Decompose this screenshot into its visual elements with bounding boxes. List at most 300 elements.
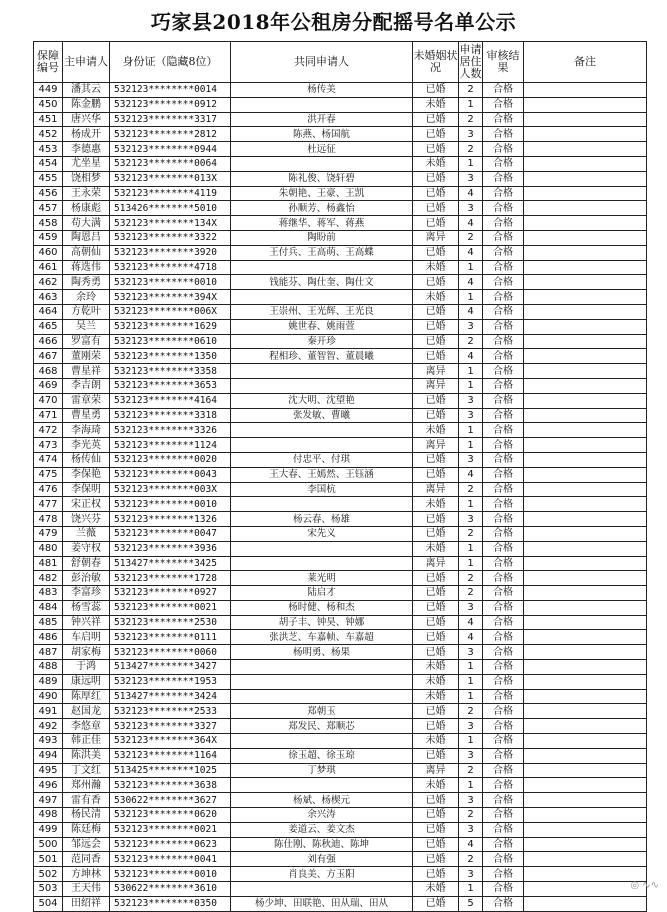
cell-co-applicants — [231, 290, 413, 305]
cell-applicant: 余玲 — [63, 290, 110, 305]
cell-review: 合格 — [483, 97, 524, 112]
cell-co-applicants: 莱光明 — [231, 571, 413, 586]
cell-id-card: 532123********3327 — [110, 719, 231, 734]
cell-id: 504 — [34, 896, 63, 911]
cell-remarks — [524, 896, 647, 911]
cell-residents: 3 — [459, 452, 483, 467]
cell-id-card: 532123********2530 — [110, 615, 231, 630]
cell-applicant: 杨雪蕊 — [63, 600, 110, 615]
cell-residents: 1 — [459, 882, 483, 897]
cell-id: 460 — [34, 245, 63, 260]
cell-applicant: 陈厚红 — [63, 689, 110, 704]
cell-marital: 离异 — [413, 438, 459, 453]
cell-id: 465 — [34, 319, 63, 334]
cell-review: 合格 — [483, 763, 524, 778]
cell-remarks — [524, 763, 647, 778]
cell-residents: 2 — [459, 808, 483, 823]
table-row — [34, 364, 647, 379]
cell-remarks — [524, 408, 647, 423]
cell-remarks — [524, 364, 647, 379]
cell-marital: 已婚 — [413, 452, 459, 467]
table-row — [34, 438, 647, 453]
cell-marital: 未婚 — [413, 290, 459, 305]
cell-id: 492 — [34, 719, 63, 734]
cell-remarks — [524, 674, 647, 689]
cell-marital: 已婚 — [413, 571, 459, 586]
col-header-co-applicants: 共同申请人 — [231, 42, 413, 83]
cell-residents: 2 — [459, 83, 483, 98]
cell-applicant: 李吉朗 — [63, 378, 110, 393]
cell-id-card: 532123********006X — [110, 304, 231, 319]
cell-applicant: 潘其云 — [63, 83, 110, 98]
cell-review: 合格 — [483, 230, 524, 245]
cell-remarks — [524, 630, 647, 645]
table-row — [34, 112, 647, 127]
cell-review: 合格 — [483, 423, 524, 438]
col-header-applicant: 主申请人 — [63, 42, 110, 83]
cell-co-applicants: 王大春、王嫣然、王钰涵 — [231, 467, 413, 482]
table-row — [34, 600, 647, 615]
cell-applicant: 高朝仙 — [63, 245, 110, 260]
cell-id: 469 — [34, 378, 63, 393]
cell-id: 496 — [34, 778, 63, 793]
cell-id: 458 — [34, 216, 63, 231]
cell-id: 476 — [34, 482, 63, 497]
cell-remarks — [524, 334, 647, 349]
cell-remarks — [524, 467, 647, 482]
cell-residents: 1 — [459, 556, 483, 571]
cell-review: 合格 — [483, 526, 524, 541]
cell-marital: 未婚 — [413, 660, 459, 675]
cell-applicant: 苟大满 — [63, 216, 110, 231]
cell-co-applicants — [231, 438, 413, 453]
cell-applicant: 蒋选伟 — [63, 260, 110, 275]
cell-remarks — [524, 319, 647, 334]
cell-review: 合格 — [483, 719, 524, 734]
cell-id: 501 — [34, 852, 63, 867]
cell-id-card: 532123********0021 — [110, 600, 231, 615]
cell-marital: 已婚 — [413, 142, 459, 157]
cell-residents: 1 — [459, 674, 483, 689]
cell-applicant: 陶秀勇 — [63, 275, 110, 290]
cell-residents: 1 — [459, 290, 483, 305]
cell-id: 474 — [34, 452, 63, 467]
cell-review: 合格 — [483, 837, 524, 852]
cell-id-card: 532123********3326 — [110, 423, 231, 438]
cell-residents: 3 — [459, 645, 483, 660]
cell-remarks — [524, 600, 647, 615]
cell-remarks — [524, 186, 647, 201]
cell-co-applicants: 张发敏、曹曦 — [231, 408, 413, 423]
cell-id: 455 — [34, 171, 63, 186]
cell-review: 合格 — [483, 497, 524, 512]
cell-id: 471 — [34, 408, 63, 423]
cell-applicant: 方坤林 — [63, 867, 110, 882]
cell-id: 499 — [34, 822, 63, 837]
cell-review: 合格 — [483, 615, 524, 630]
cell-id: 481 — [34, 556, 63, 571]
cell-marital: 未婚 — [413, 423, 459, 438]
cell-marital: 未婚 — [413, 689, 459, 704]
cell-applicant: 李光英 — [63, 438, 110, 453]
table-row — [34, 852, 647, 867]
col-header-marital: 未婚姻状况 — [413, 42, 459, 83]
cell-marital: 已婚 — [413, 748, 459, 763]
table-row — [34, 704, 647, 719]
table-row — [34, 837, 647, 852]
cell-applicant: 李保明 — [63, 482, 110, 497]
cell-remarks — [524, 127, 647, 142]
cell-residents: 2 — [459, 852, 483, 867]
table-row — [34, 719, 647, 734]
cell-co-applicants: 蒋继华、蒋军、蒋燕 — [231, 216, 413, 231]
table-row — [34, 763, 647, 778]
table-row — [34, 645, 647, 660]
cell-review: 合格 — [483, 334, 524, 349]
cell-co-applicants: 余兴涛 — [231, 808, 413, 823]
cell-id: 493 — [34, 734, 63, 749]
cell-remarks — [524, 689, 647, 704]
cell-review: 合格 — [483, 778, 524, 793]
table-row — [34, 186, 647, 201]
cell-id: 462 — [34, 275, 63, 290]
cell-id-card: 532123********3653 — [110, 378, 231, 393]
cell-id-card: 532123********0020 — [110, 452, 231, 467]
cell-id: 485 — [34, 615, 63, 630]
cell-co-applicants: 朱朝艳、王豪、王凯 — [231, 186, 413, 201]
cell-id-card: 532123********0010 — [110, 275, 231, 290]
cell-residents: 1 — [459, 541, 483, 556]
cell-applicant: 李保艳 — [63, 467, 110, 482]
cell-id-card: 532123********1326 — [110, 512, 231, 527]
cell-review: 合格 — [483, 349, 524, 364]
cell-residents: 3 — [459, 319, 483, 334]
cell-remarks — [524, 216, 647, 231]
cell-marital: 已婚 — [413, 512, 459, 527]
cell-review: 合格 — [483, 364, 524, 379]
cell-id: 497 — [34, 793, 63, 808]
cell-id-card: 532123********3638 — [110, 778, 231, 793]
cell-residents: 3 — [459, 512, 483, 527]
cell-applicant: 李海琦 — [63, 423, 110, 438]
cell-review: 合格 — [483, 689, 524, 704]
table-body — [34, 83, 647, 912]
cell-marital: 已婚 — [413, 526, 459, 541]
cell-id-card: 532123********1164 — [110, 748, 231, 763]
cell-remarks — [524, 171, 647, 186]
cell-id-card: 513427********3424 — [110, 689, 231, 704]
cell-applicant: 杨民清 — [63, 808, 110, 823]
cell-marital: 已婚 — [413, 393, 459, 408]
cell-applicant: 杨传仙 — [63, 452, 110, 467]
table-row — [34, 171, 647, 186]
cell-marital: 已婚 — [413, 630, 459, 645]
cell-id-card: 532123********3936 — [110, 541, 231, 556]
cell-applicant: 田绍祥 — [63, 896, 110, 911]
cell-id-card: 532123********4119 — [110, 186, 231, 201]
table-row — [34, 245, 647, 260]
cell-id-card: 532123********2533 — [110, 704, 231, 719]
cell-marital: 已婚 — [413, 216, 459, 231]
table-row — [34, 793, 647, 808]
cell-id: 478 — [34, 512, 63, 527]
table-row — [34, 393, 647, 408]
cell-id: 453 — [34, 142, 63, 157]
table-row — [34, 452, 647, 467]
table-row — [34, 230, 647, 245]
cell-applicant: 罗富有 — [63, 334, 110, 349]
cell-co-applicants: 胡子丰、钟昊、钟娜 — [231, 615, 413, 630]
cell-remarks — [524, 615, 647, 630]
cell-id-card: 532123********3920 — [110, 245, 231, 260]
cell-residents: 3 — [459, 822, 483, 837]
cell-marital: 已婚 — [413, 408, 459, 423]
cell-remarks — [524, 482, 647, 497]
cell-id: 451 — [34, 112, 63, 127]
cell-remarks — [524, 586, 647, 601]
table-row — [34, 882, 647, 897]
table-header-row — [34, 42, 647, 83]
table-row — [34, 83, 647, 98]
cell-review: 合格 — [483, 260, 524, 275]
table-row — [34, 615, 647, 630]
cell-residents: 2 — [459, 112, 483, 127]
cell-remarks — [524, 83, 647, 98]
cell-id-card: 532123********3317 — [110, 112, 231, 127]
cell-review: 合格 — [483, 438, 524, 453]
cell-applicant: 王天伟 — [63, 882, 110, 897]
cell-id: 449 — [34, 83, 63, 98]
cell-review: 合格 — [483, 319, 524, 334]
cell-applicant: 杨成开 — [63, 127, 110, 142]
cell-co-applicants: 丁梦琪 — [231, 763, 413, 778]
cell-remarks — [524, 438, 647, 453]
table-row — [34, 127, 647, 142]
cell-marital: 已婚 — [413, 83, 459, 98]
cell-id-card: 532123********1350 — [110, 349, 231, 364]
cell-applicant: 陈洪美 — [63, 748, 110, 763]
cell-id: 479 — [34, 526, 63, 541]
cell-id: 468 — [34, 364, 63, 379]
cell-review: 合格 — [483, 186, 524, 201]
col-header-id-card: 身份证（隐藏8位） — [110, 42, 231, 83]
cell-applicant: 郑州瀚 — [63, 778, 110, 793]
cell-id: 500 — [34, 837, 63, 852]
cell-remarks — [524, 778, 647, 793]
cell-review: 合格 — [483, 171, 524, 186]
cell-applicant: 胡家梅 — [63, 645, 110, 660]
cell-co-applicants — [231, 556, 413, 571]
cell-id: 489 — [34, 674, 63, 689]
cell-review: 合格 — [483, 645, 524, 660]
col-header-review: 审核结果 — [483, 42, 524, 83]
cell-co-applicants: 张洪芝、车嘉帧、车嘉超 — [231, 630, 413, 645]
cell-residents: 4 — [459, 349, 483, 364]
cell-remarks — [524, 201, 647, 216]
cell-marital: 已婚 — [413, 586, 459, 601]
cell-marital: 未婚 — [413, 97, 459, 112]
cell-id-card: 532123********0010 — [110, 867, 231, 882]
cell-marital: 已婚 — [413, 615, 459, 630]
cell-residents: 4 — [459, 275, 483, 290]
table-row — [34, 378, 647, 393]
cell-id-card: 532123********1728 — [110, 571, 231, 586]
cell-residents: 3 — [459, 719, 483, 734]
table-row — [34, 349, 647, 364]
cell-co-applicants: 杜远征 — [231, 142, 413, 157]
cell-remarks — [524, 704, 647, 719]
table-row — [34, 689, 647, 704]
cell-residents: 3 — [459, 171, 483, 186]
cell-marital: 离异 — [413, 364, 459, 379]
cell-residents: 3 — [459, 867, 483, 882]
cell-review: 合格 — [483, 156, 524, 171]
cell-id-card: 532123********013X — [110, 171, 231, 186]
cell-co-applicants: 郑朝玉 — [231, 704, 413, 719]
cell-id-card: 532123********0043 — [110, 467, 231, 482]
cell-review: 合格 — [483, 467, 524, 482]
cell-review: 合格 — [483, 378, 524, 393]
cell-marital: 离异 — [413, 378, 459, 393]
cell-applicant: 陶恩吕 — [63, 230, 110, 245]
cell-marital: 未婚 — [413, 541, 459, 556]
cell-remarks — [524, 719, 647, 734]
cell-applicant: 李德惠 — [63, 142, 110, 157]
cell-remarks — [524, 512, 647, 527]
cell-id-card: 513427********3427 — [110, 660, 231, 675]
cell-id-card: 532123********0021 — [110, 822, 231, 837]
cell-residents: 3 — [459, 600, 483, 615]
cell-remarks — [524, 97, 647, 112]
cell-applicant: 吴兰 — [63, 319, 110, 334]
cell-remarks — [524, 645, 647, 660]
cell-review: 合格 — [483, 512, 524, 527]
cell-applicant: 饶相梦 — [63, 171, 110, 186]
table-row — [34, 822, 647, 837]
cell-id-card: 532123********134X — [110, 216, 231, 231]
cell-remarks — [524, 112, 647, 127]
cell-residents: 2 — [459, 704, 483, 719]
cell-marital: 已婚 — [413, 837, 459, 852]
cell-residents: 1 — [459, 778, 483, 793]
cell-applicant: 邹远会 — [63, 837, 110, 852]
table-row — [34, 867, 647, 882]
cell-review: 合格 — [483, 112, 524, 127]
cell-applicant: 姜守权 — [63, 541, 110, 556]
table-row — [34, 748, 647, 763]
cell-residents: 1 — [459, 497, 483, 512]
cell-applicant: 兰薇 — [63, 526, 110, 541]
table-row — [34, 260, 647, 275]
cell-residents: 4 — [459, 304, 483, 319]
cell-id: 457 — [34, 201, 63, 216]
table-row — [34, 808, 647, 823]
cell-id: 480 — [34, 541, 63, 556]
table-row — [34, 778, 647, 793]
table-row — [34, 423, 647, 438]
cell-residents: 4 — [459, 837, 483, 852]
cell-id-card: 532123********0927 — [110, 586, 231, 601]
cell-remarks — [524, 304, 647, 319]
cell-applicant: 彭治敏 — [63, 571, 110, 586]
cell-residents: 2 — [459, 334, 483, 349]
cell-co-applicants: 王崇州、王光辉、王光良 — [231, 304, 413, 319]
cell-review: 合格 — [483, 408, 524, 423]
cell-residents: 4 — [459, 615, 483, 630]
col-header-remarks: 备注 — [524, 42, 647, 83]
cell-review: 合格 — [483, 541, 524, 556]
cell-id-card: 532123********0060 — [110, 645, 231, 660]
cell-marital: 已婚 — [413, 852, 459, 867]
cell-residents: 2 — [459, 526, 483, 541]
cell-co-applicants: 杨时健、杨和杰 — [231, 600, 413, 615]
cell-id-card: 530622********3627 — [110, 793, 231, 808]
cell-id: 477 — [34, 497, 63, 512]
cell-applicant: 曹星勇 — [63, 408, 110, 423]
cell-marital: 未婚 — [413, 260, 459, 275]
cell-residents: 2 — [459, 482, 483, 497]
cell-marital: 已婚 — [413, 867, 459, 882]
cell-id: 488 — [34, 660, 63, 675]
cell-applicant: 董刚荣 — [63, 349, 110, 364]
table-row — [34, 408, 647, 423]
cell-residents: 1 — [459, 689, 483, 704]
cell-applicant: 雷章荣 — [63, 393, 110, 408]
table-row — [34, 142, 647, 157]
cell-id-card: 532123********3358 — [110, 364, 231, 379]
cell-residents: 1 — [459, 734, 483, 749]
cell-co-applicants — [231, 660, 413, 675]
cell-remarks — [524, 748, 647, 763]
cell-co-applicants — [231, 364, 413, 379]
cell-review: 合格 — [483, 896, 524, 911]
cell-marital: 已婚 — [413, 808, 459, 823]
cell-residents: 2 — [459, 230, 483, 245]
cell-id: 502 — [34, 867, 63, 882]
cell-residents: 5 — [459, 896, 483, 911]
cell-marital: 离异 — [413, 482, 459, 497]
cell-id-card: 532123********1953 — [110, 674, 231, 689]
cell-marital: 已婚 — [413, 201, 459, 216]
table-row — [34, 334, 647, 349]
cell-review: 合格 — [483, 734, 524, 749]
cell-residents: 4 — [459, 467, 483, 482]
cell-marital: 已婚 — [413, 349, 459, 364]
cell-remarks — [524, 393, 647, 408]
cell-applicant: 韩正佳 — [63, 734, 110, 749]
cell-co-applicants: 李国杭 — [231, 482, 413, 497]
cell-co-applicants — [231, 882, 413, 897]
cell-id-card: 532123********0610 — [110, 334, 231, 349]
cell-residents: 1 — [459, 378, 483, 393]
cell-residents: 3 — [459, 201, 483, 216]
cell-review: 合格 — [483, 704, 524, 719]
cell-remarks — [524, 378, 647, 393]
cell-residents: 1 — [459, 364, 483, 379]
cell-co-applicants — [231, 497, 413, 512]
table-row — [34, 674, 647, 689]
table-row — [34, 482, 647, 497]
cell-id: 464 — [34, 304, 63, 319]
cell-applicant: 车启明 — [63, 630, 110, 645]
cell-review: 合格 — [483, 630, 524, 645]
cell-co-applicants: 杨传美 — [231, 83, 413, 98]
cell-id: 486 — [34, 630, 63, 645]
cell-id-card: 532123********0623 — [110, 837, 231, 852]
cell-id: 484 — [34, 600, 63, 615]
cell-co-applicants — [231, 734, 413, 749]
cell-review: 合格 — [483, 674, 524, 689]
